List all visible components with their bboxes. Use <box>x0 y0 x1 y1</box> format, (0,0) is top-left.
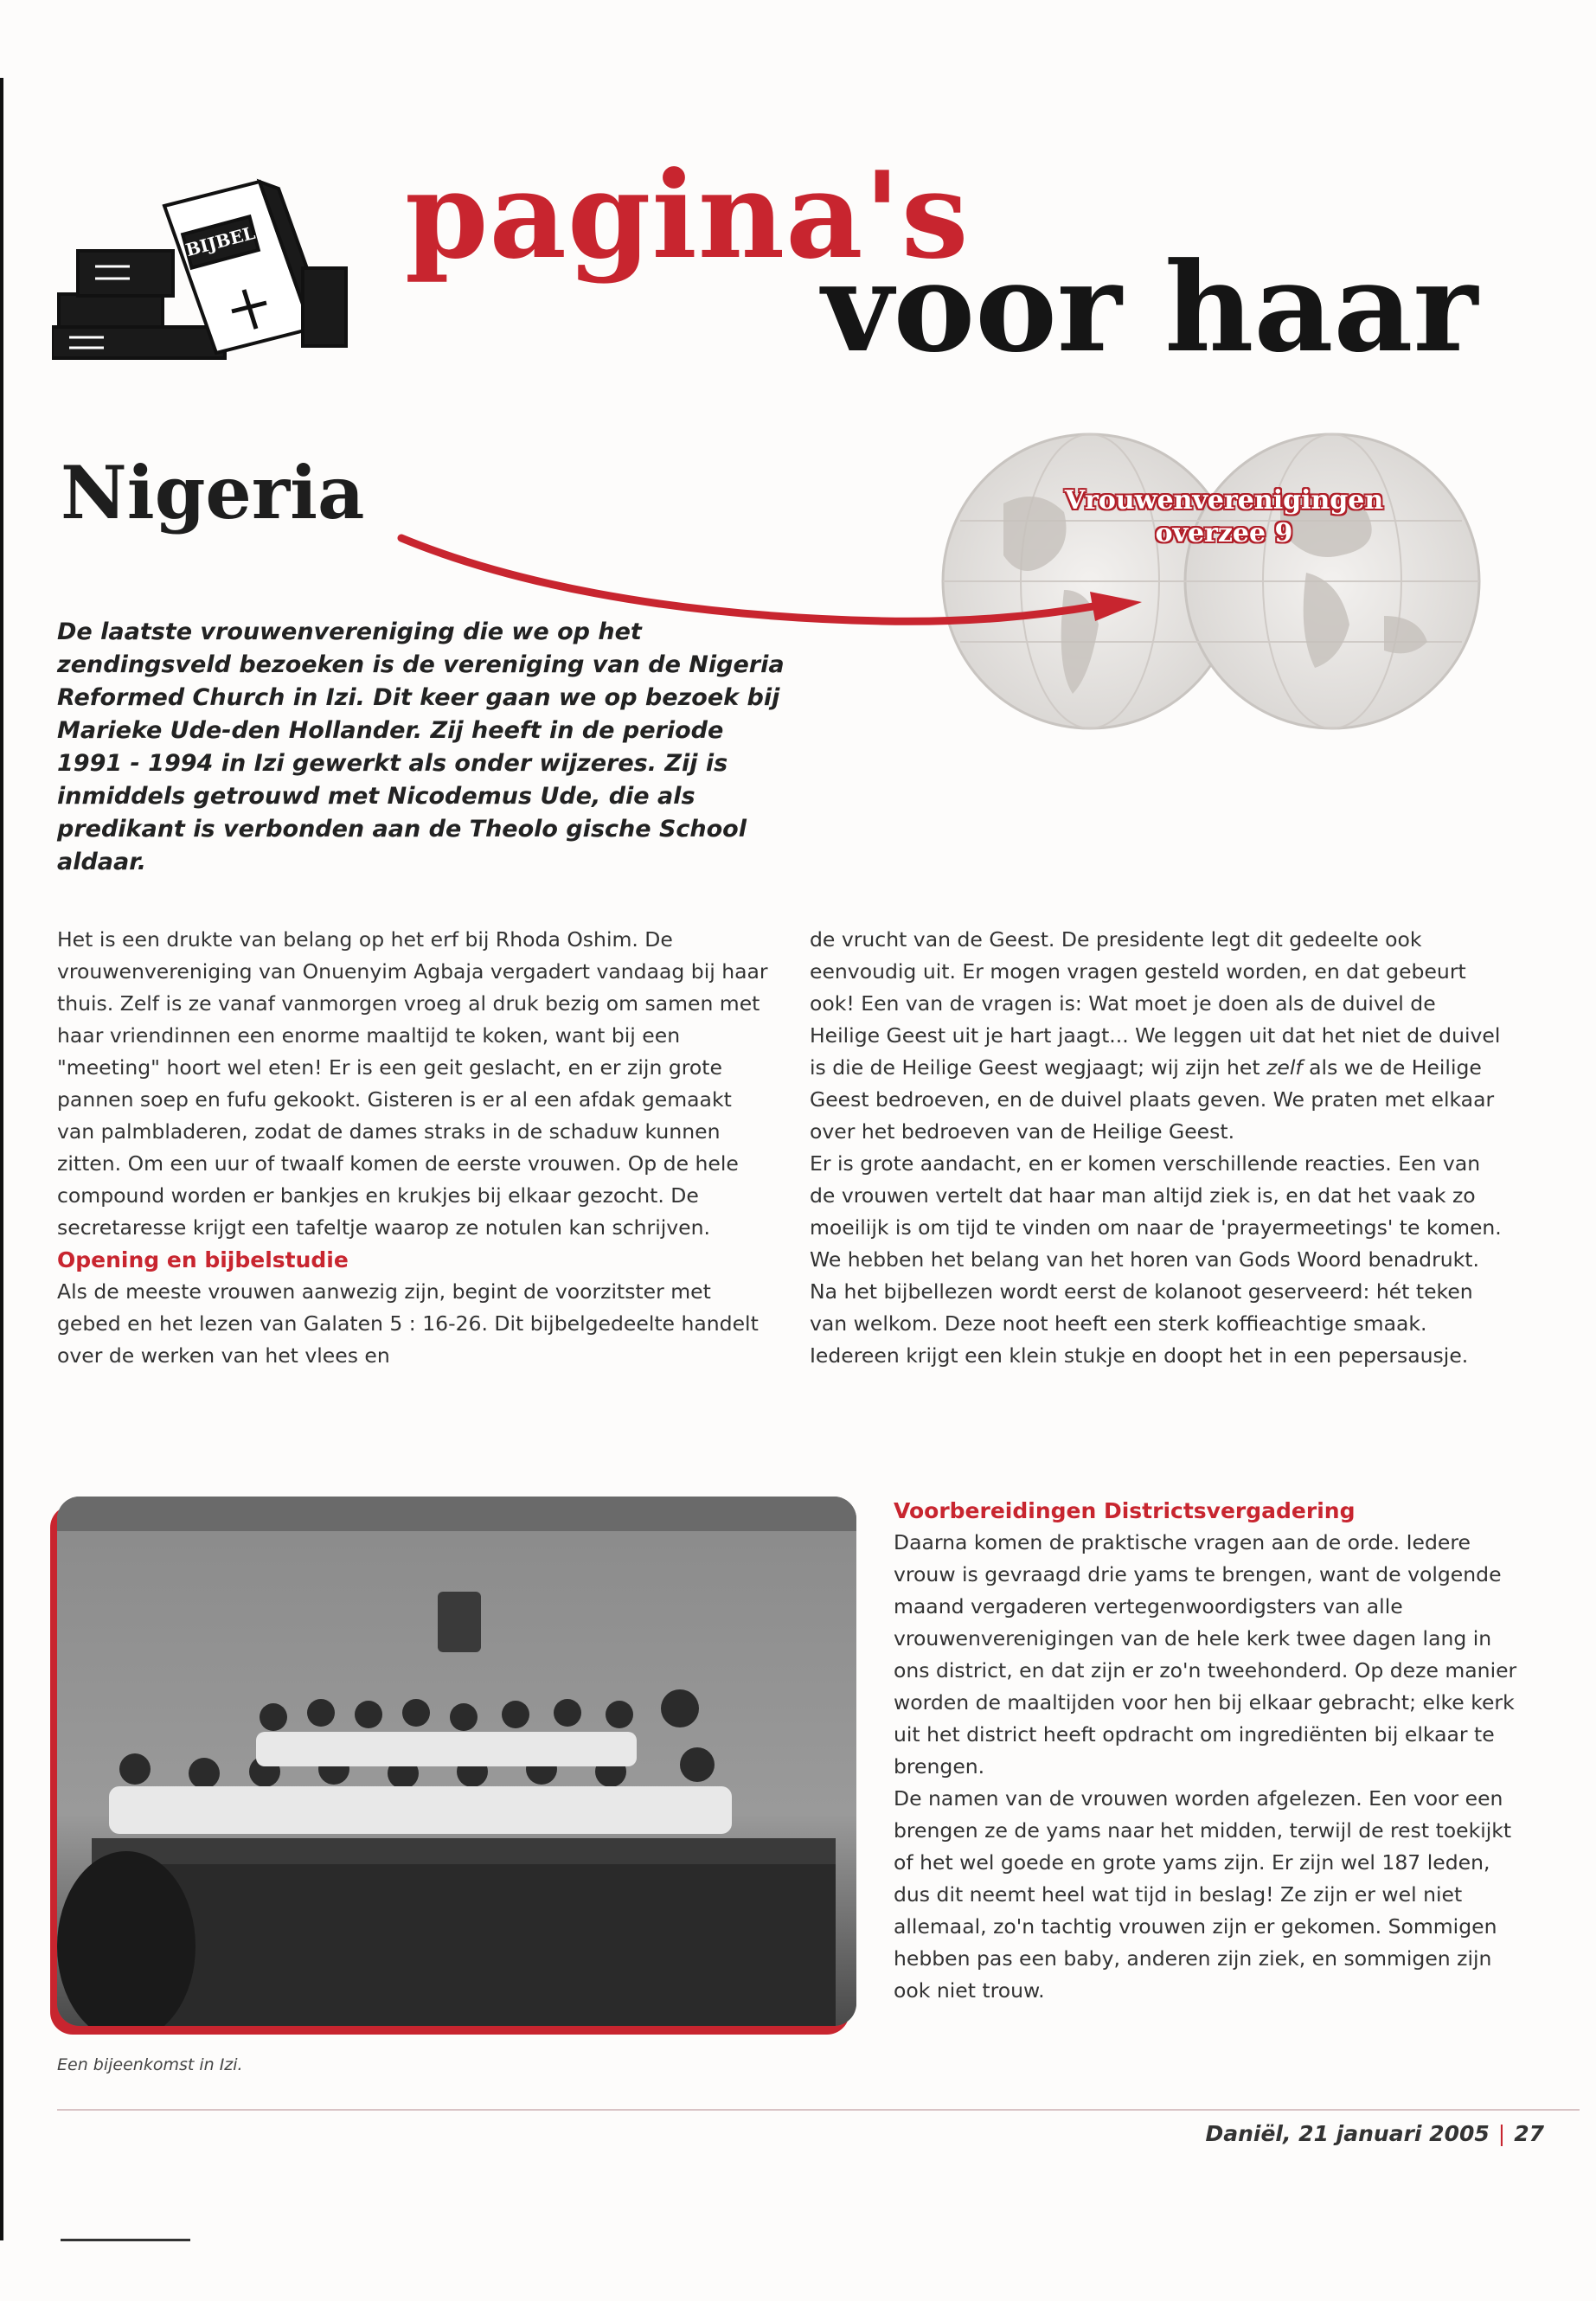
footer-publication: Daniël, 21 januari 2005 <box>1205 2121 1490 2146</box>
paragraph-4: Er is grote aandacht, en er komen verschillende reacties. Een van de vrouwen vertelt dat haar man altijd ziek is, en dat het vaak zo moeilijk is om tijd te vinden om naar de 'prayermeetings' te komen. We hebben het belang van het horen van Gods Woord benadrukt. Na het bijbellezen wordt eerst de kolanoot geserveerd: hét teken van welkom. Deze noot heeft een sterk koffieachtige smaak. Iedereen krijgt een klein stukje en doopt het in een pepersausje. <box>810 1151 1502 1368</box>
article-intro: De laatste vrouwenvereniging die we op het zendingsveld bezoeken is de vereniging van de Nigeria Reformed Church in Izi. Dit keer gaan we op bezoek bij Marieke Ude-den Hollander. Zij heeft in de periode 1991 - 1994 in Izi gewerkt als onder wijzeres. Zij is inmiddels getrouwd met Nicodemus Ude, die als predikant is verbonden aan de Theolo gische School aldaar. <box>57 619 785 875</box>
bible-label: BIJBEL <box>183 221 258 261</box>
column-right <box>810 924 1502 1372</box>
article-heading: Nigeria <box>61 450 365 535</box>
bottom-edge-mark <box>61 2239 190 2241</box>
paragraph-6: De namen van de vrouwen worden afgelezen. Een voor een brengen ze de yams naar het midden, terwijl de rest toekijkt of het wel goede en grote yams zijn. Er zijn wel 187 leden, dus dit neemt heel wat tijd in beslag! Ze zijn er wel niet allemaal, zo'n tachtig vrouwen zijn er gekomen. Sommigen hebben pas een baby, anderen zijn ziek, en sommigen zijn ook niet trouw. <box>894 1786 1512 2003</box>
meeting-photo <box>57 1497 856 2026</box>
series-badge-line1: Vrouwenverenigingen <box>1064 485 1384 516</box>
subheading-voorbereidingen: Voorbereidingen Districtsvergadering <box>894 1498 1356 1523</box>
header-title-paginas: pagina's <box>405 144 970 285</box>
column-bottom-right <box>894 1495 1521 2007</box>
footer-divider <box>57 2109 1580 2111</box>
paragraph-5: Daarna komen de praktische vragen aan de orde. Iedere vrouw is gevraagd drie yams te brengen, want de volgende maand vergaderen vertegenwoordigsters van alle vrouwenverenigingen van de hele kerk twee dagen lang in ons district, en dat zijn er zo'n tweehonderd. Op deze manier worden de maaltijden voor hen bij elkaar gebracht; elke kerk uit het district heeft opdracht om ingrediënten bij elkaar te brengen. <box>894 1530 1517 1779</box>
photo-caption: Een bijeenkomst in Izi. <box>57 2055 243 2074</box>
footer-separator: | <box>1497 2121 1506 2146</box>
paragraph-3-part-a: de vrucht van de Geest. De presidente legt dit gedeelte ook eenvoudig uit. Er mogen vragen gesteld worden, en dat gebeurt ook! Een van de vragen is: Wat moet je doen als de duivel de Heilige Geest uit je hart jaagt... We leggen uit dat het niet de duivel is die de Heilige Geest wegjaagt; wij zijn het <box>810 927 1501 1080</box>
paragraph-1: Het is een drukte van belang op het erf bij Rhoda Oshim. De vrouwenvereniging van Onuenyim Agbaja vergadert vandaag bij haar thuis. Zelf is ze vanaf vanmorgen vroeg al druk bezig om samen met haar vriendinnen een enorme maaltijd te koken, want bij een "meeting" hoort wel eten! Er is een geit geslacht, en er zijn grote pannen soep en fufu gekookt. Gisteren is er al een afdak gemaakt van palmbladeren, zodat de dames straks in de schaduw kunnen zitten. Om een uur of twaalf komen de eerste vrouwen. Op de hele compound worden er bankjes en krukjes bij elkaar gezocht. De secretaresse krijgt een tafeltje waarop ze notulen kan schrijven. <box>57 927 768 1240</box>
page-footer <box>1205 2121 1544 2146</box>
column-left <box>57 924 775 1372</box>
page-edge-rule <box>0 78 3 2240</box>
page-number: 27 <box>1514 2121 1544 2146</box>
bible-books-logo <box>52 164 363 363</box>
paragraph-3-part-b: als we de Heilige Geest bedroeven, en de duivel plaats geven. We praten met elkaar over het bedroeven van de Heilige Geest. <box>810 1055 1495 1144</box>
series-badge-line2: overzee 9 <box>1155 518 1293 548</box>
paragraph-3-emphasis: zelf <box>1266 1055 1303 1080</box>
header-title-voor-haar: voor haar <box>822 236 1478 380</box>
paragraph-2: Als de meeste vrouwen aanwezig zijn, begint de voorzitster met gebed en het lezen van Galaten 5 : 16-26. Dit bijbelgedeelte handelt over de werken van het vlees en <box>57 1279 759 1368</box>
paragraph-3 <box>810 924 1502 1148</box>
subheading-opening: Opening en bijbelstudie <box>57 1247 349 1272</box>
